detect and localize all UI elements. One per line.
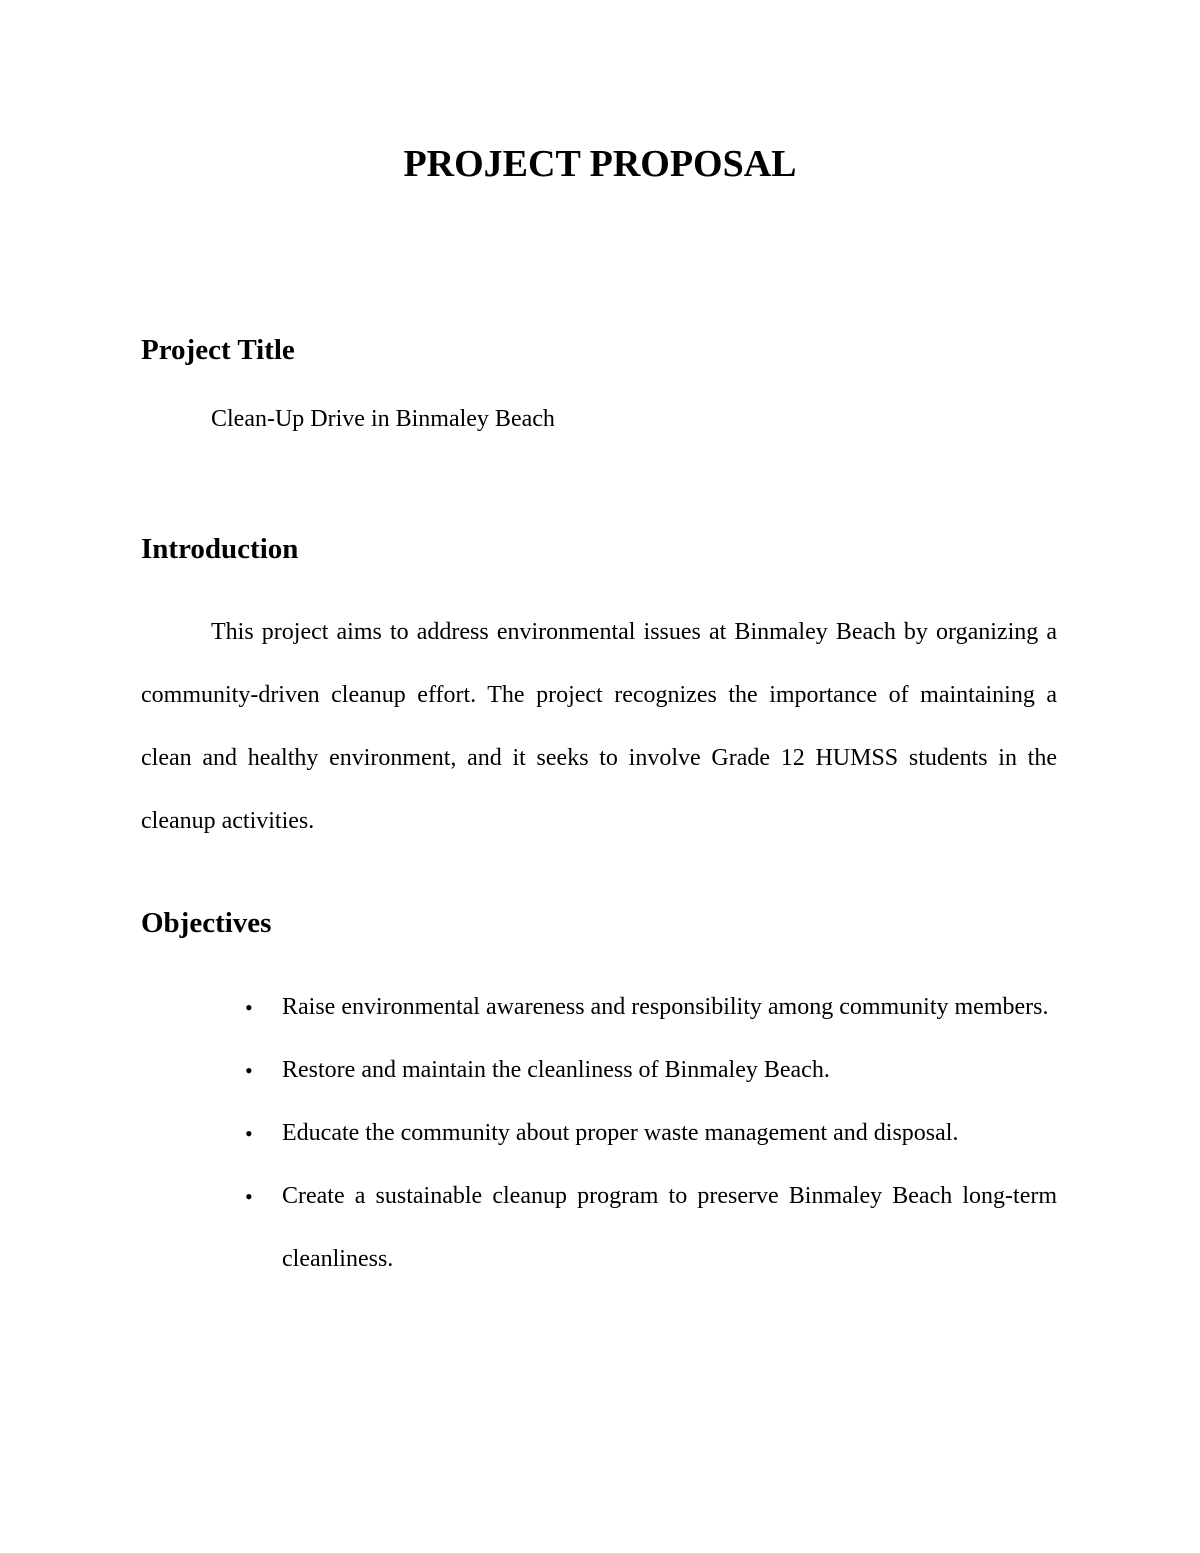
section-heading-project-title: Project Title <box>141 334 295 366</box>
objective-item-1 <box>141 976 1057 1039</box>
document-title: PROJECT PROPOSAL <box>403 143 797 185</box>
section-heading-introduction: Introduction <box>141 533 299 565</box>
objectives-list <box>141 976 1057 1291</box>
introduction-paragraph: This project aims to address environmental issues at Binmaley Beach by organizing a community-driven cleanup effort. The project recognizes the importance of maintaining a clean and healthy environment, and it seeks to involve Grade 12 HUMSS students in the cleanup activities. <box>141 619 1057 834</box>
section-heading-objectives: Objectives <box>141 907 272 939</box>
bullet-icon: • <box>245 1058 253 1083</box>
objective-item-2 <box>141 1039 1057 1102</box>
objective-item-3 <box>141 1102 1057 1165</box>
bullet-icon: • <box>245 1184 253 1209</box>
objective-item-4 <box>141 1165 1057 1291</box>
bullet-icon: • <box>245 995 253 1020</box>
project-title-value: Clean-Up Drive in Binmaley Beach <box>211 406 555 432</box>
objective-text: Raise environmental awareness and responsibility among community members. <box>282 994 1049 1020</box>
objective-text: Educate the community about proper waste management and disposal. <box>282 1120 959 1146</box>
objective-text: Create a sustainable cleanup program to preserve Binmaley Beach long-term cleanliness. <box>282 1183 1057 1272</box>
objective-text: Restore and maintain the cleanliness of Binmaley Beach. <box>282 1057 830 1083</box>
bullet-icon: • <box>245 1121 253 1146</box>
